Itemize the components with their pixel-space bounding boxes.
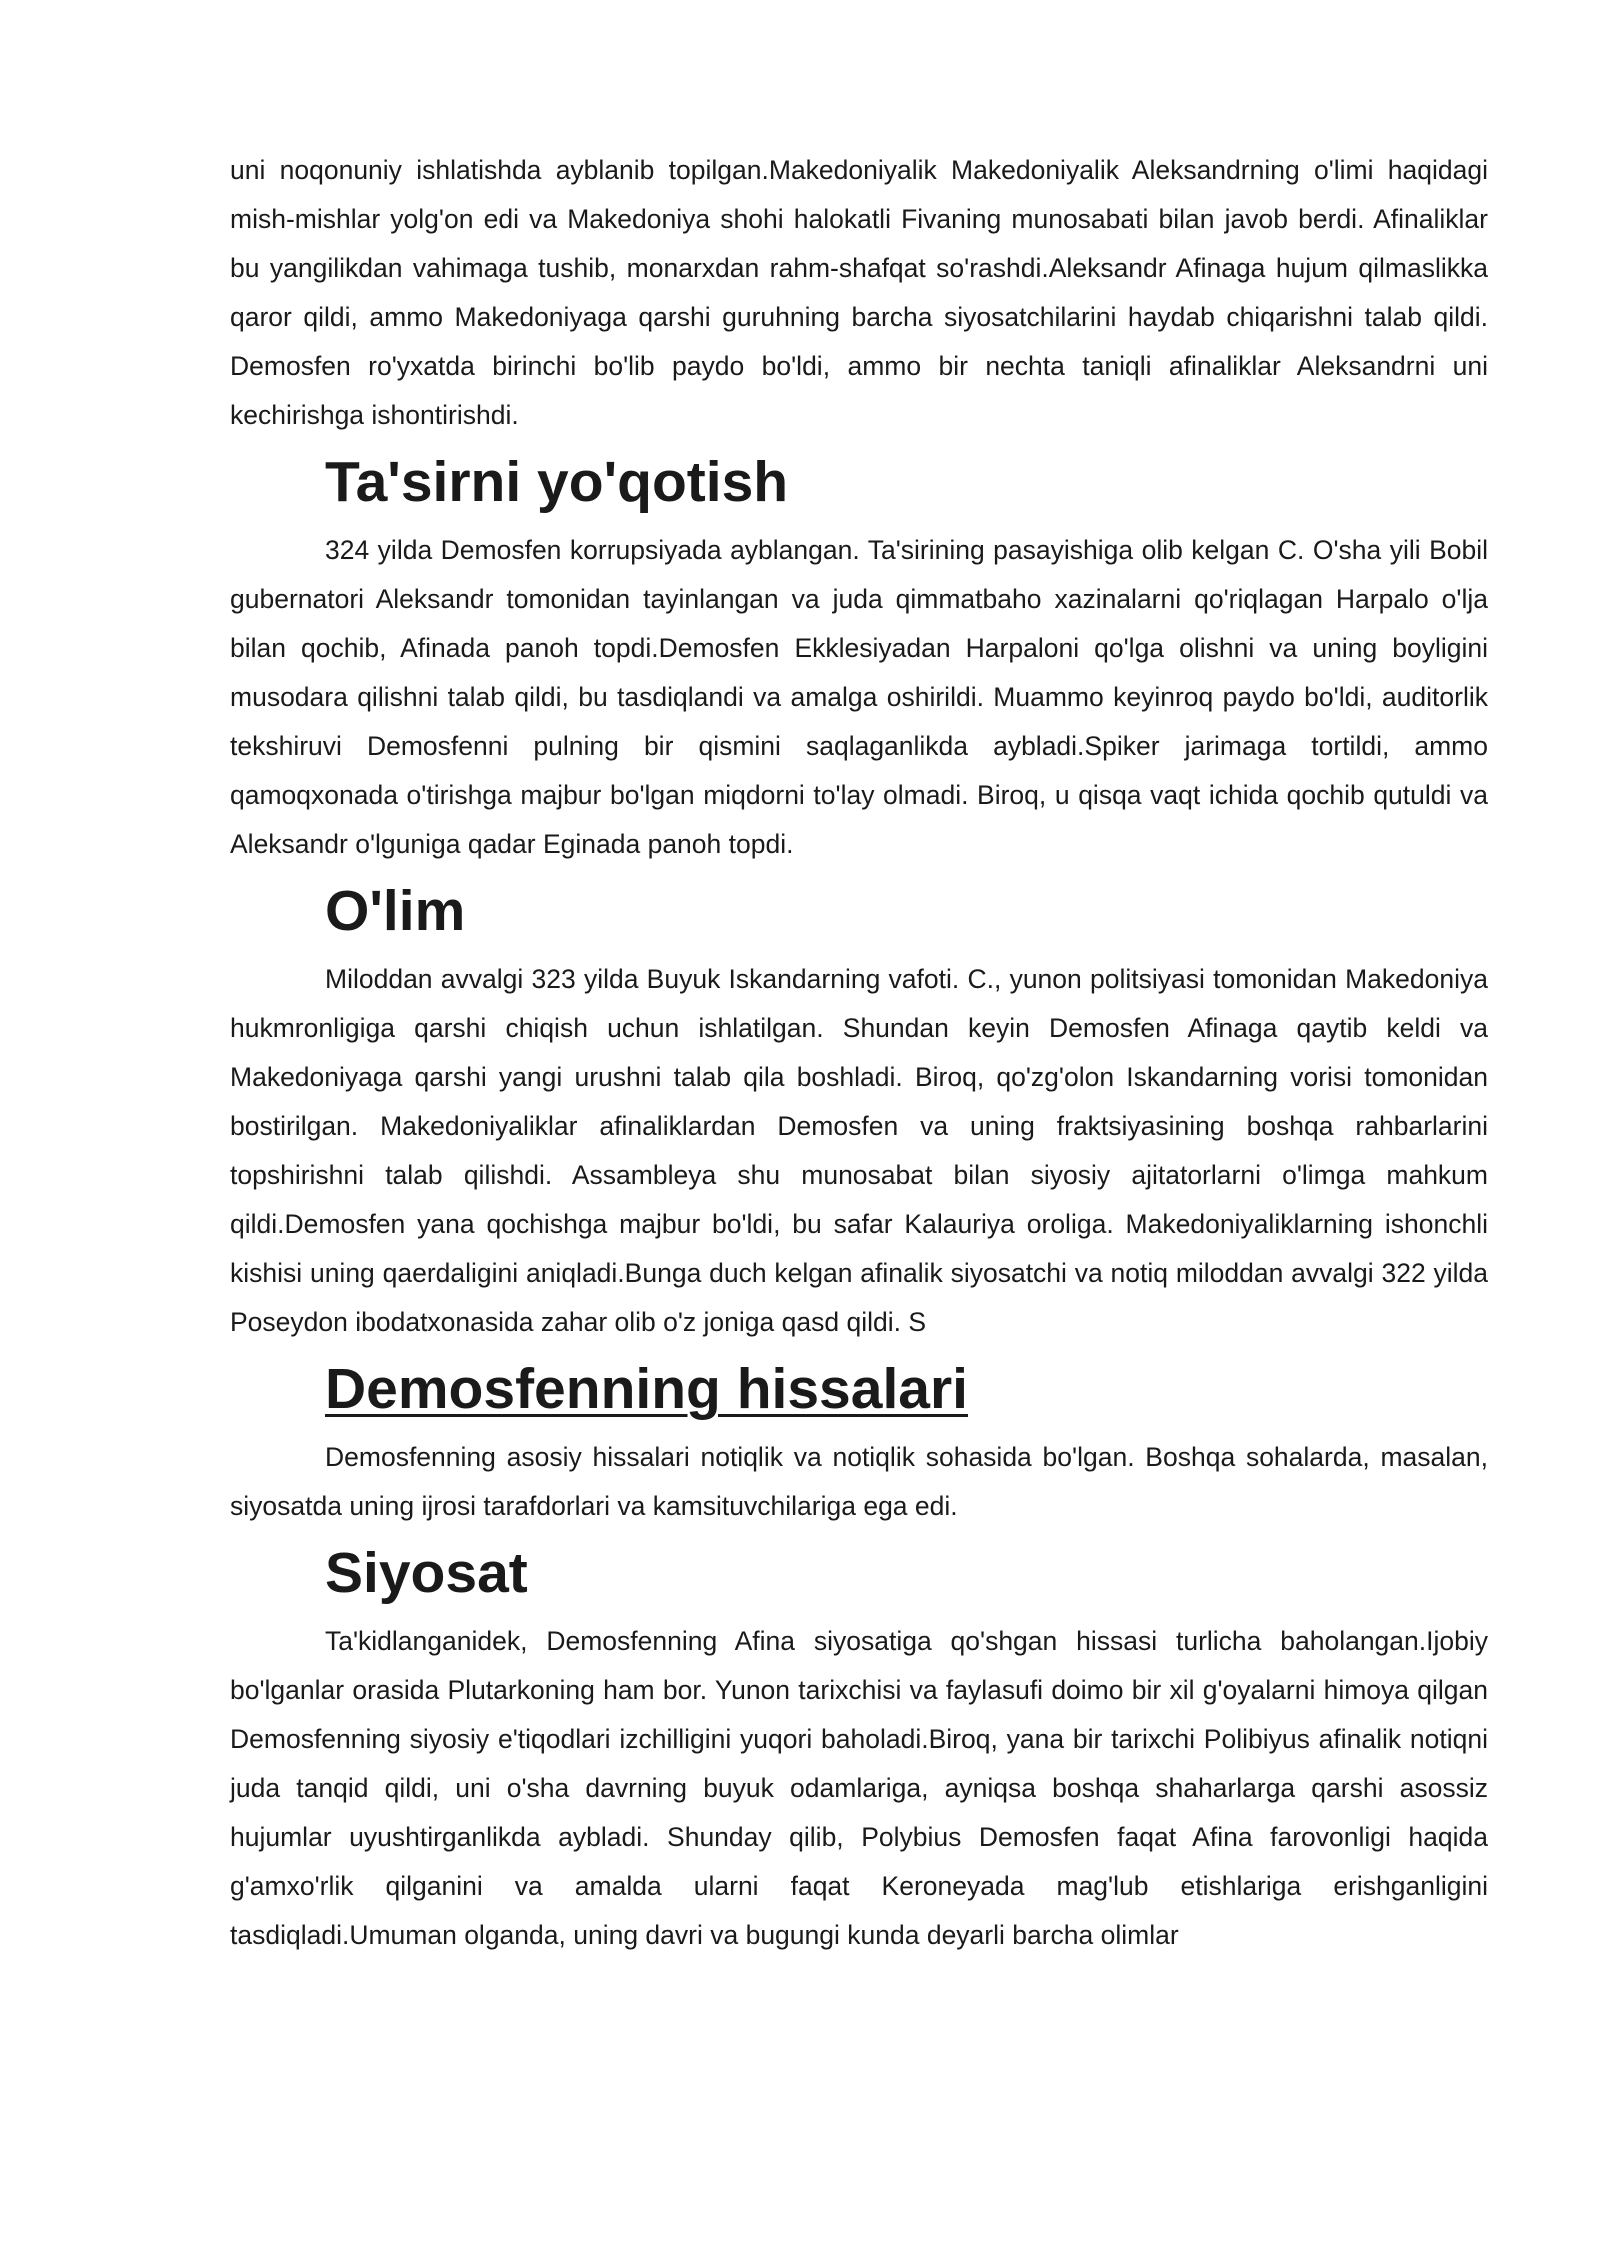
paragraph-olim: Miloddan avvalgi 323 yilda Buyuk Iskandarning vafoti. C., yunon politsiyasi tomonidan Makedoniya hukmronligiga qarshi chiqish uchun ishlatilgan. Shundan keyin Demosfen Afinaga qaytib keldi va Makedoniyaga qarshi yangi urushni talab qila boshladi. Biroq, qo'zg'olon Iskandarning vorisi tomonidan bostirilgan. Makedoniyaliklar afinaliklardan Demosfen va uning fraktsiyasining boshqa rahbarlarini topshirishni talab qilishdi. Assambleya shu munosabat bilan siyosiy ajitatorlarni o'limga mahkum qildi.Demosfen yana qochishga majbur bo'ldi, bu safar Kalauriya oroliga. Makedoniyaliklarning ishonchli kishisi uning qaerdaligini aniqladi.Bunga duch kelgan afinalik siyosatchi va notiq miloddan avvalgi 322 yilda Poseydon ibodatxonasida zahar olib o'z joniga qasd qildi. S <box>230 964 1488 1337</box>
intro-paragraph: uni noqonuniy ishlatishda ayblanib topilgan.Makedoniyalik Makedoniyalik Aleksandrning o'limi haqidagi mish-mishlar yolg'on edi va Makedoniya shohi halokatli Fivaning munosabati bilan javob berdi. Afinaliklar bu yangilikdan vahimaga tushib, monarxdan rahm-shafqat so'rashdi.Aleksandr Afinaga hujum qilmaslikka qaror qildi, ammo Makedoniyaga qarshi guruhning barcha siyosatchilarini haydab chiqarishni talab qildi. Demosfen ro'yxatda birinchi bo'lib paydo bo'ldi, ammo bir nechta taniqli afinaliklar Aleksandrni uni kechirishga ishontirishdi. <box>230 155 1488 430</box>
document-page <box>230 146 1488 1960</box>
paragraph-tasirni-yoqotish: 324 yilda Demosfen korrupsiyada ayblangan. Ta'sirining pasayishiga olib kelgan C. O'sha yili Bobil gubernatori Aleksandr tomonidan tayinlangan va juda qimmatbaho xazinalarni qo'riqlagan Harpalo o'lja bilan qochib, Afinada panoh topdi.Demosfen Ekklesiyadan Harpaloni qo'lga olishni va uning boyligini musodara qilishni talab qildi, bu tasdiqlandi va amalga oshirildi. Muammo keyinroq paydo bo'ldi, auditorlik tekshiruvi Demosfenni pulning bir qismini saqlaganlikda aybladi.Spiker jarimaga tortildi, ammo qamoqxonada o'tirishga majbur bo'lgan miqdorni to'lay olmadi. Biroq, u qisqa vaqt ichida qochib qutuldi va Aleksandr o'lguniga qadar Eginada panoh topdi. <box>230 535 1488 859</box>
paragraph-demosfenning-hissalari: Demosfenning asosiy hissalari notiqlik va notiqlik sohasida bo'lgan. Boshqa sohalarda, masalan, siyosatda uning ijrosi tarafdorlari va kamsituvchilariga ega edi. <box>230 1442 1488 1521</box>
heading-siyosat: Siyosat <box>325 1541 528 1605</box>
heading-olim: O'lim <box>325 879 466 943</box>
heading-demosfenning-hissalari: Demosfenning hissalari <box>325 1357 969 1421</box>
paragraph-siyosat: Ta'kidlanganidek, Demosfenning Afina siyosatiga qo'shgan hissasi turlicha baholangan.Ijobiy bo'lganlar orasida Plutarkoning ham bor. Yunon tarixchisi va faylasufi doimo bir xil g'oyalarni himoya qilgan Demosfenning siyosiy e'tiqodlari izchilligini yuqori baholadi.Biroq, yana bir tarixchi Polibiyus afinalik notiqni juda tanqid qildi, uni o'sha davrning buyuk odamlariga, ayniqsa boshqa shaharlarga qarshi asossiz hujumlar uyushtirganlikda aybladi. Shunday qilib, Polybius Demosfen faqat Afina farovonligi haqida g'amxo'rlik qilganini va amalda ularni faqat Keroneyada mag'lub etishlariga erishganligini tasdiqladi.Umuman olganda, uning davri va bugungi kunda deyarli barcha olimlar <box>230 1626 1488 1950</box>
heading-tasirni-yoqotish: Ta'sirni yo'qotish <box>325 450 789 514</box>
